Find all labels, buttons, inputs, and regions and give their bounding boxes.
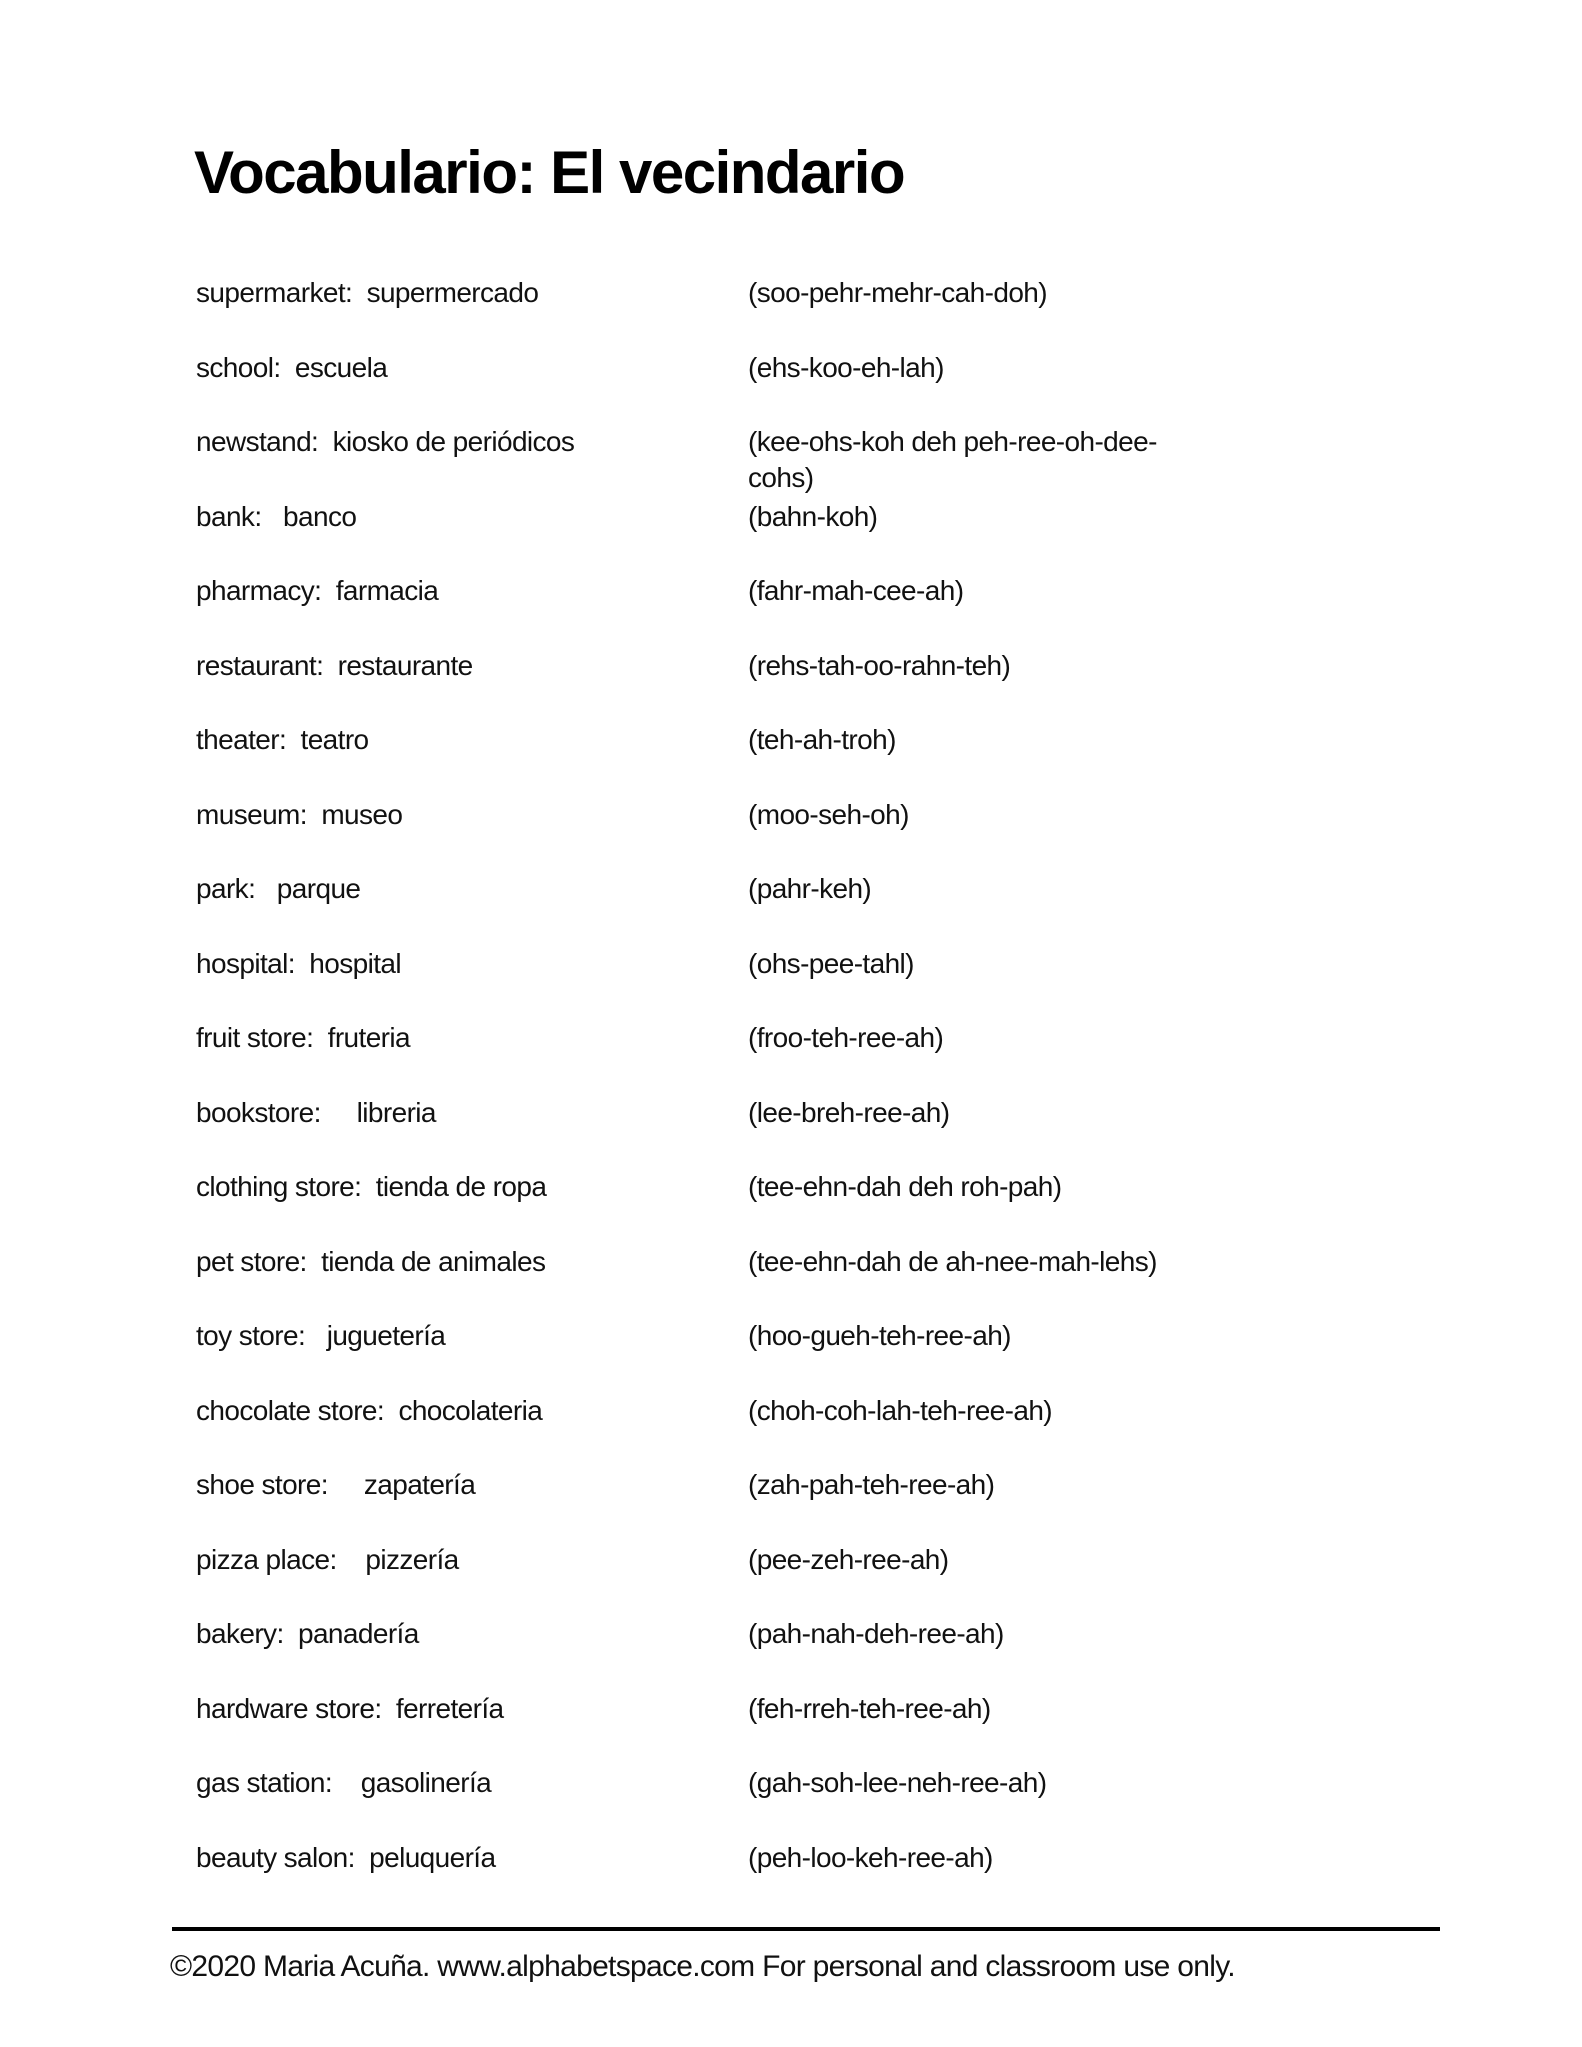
vocab-row: [0, 1020, 1582, 1056]
term-gap: [281, 352, 295, 383]
spanish-word: pizzería: [365, 1543, 459, 1575]
vocab-term: [196, 499, 356, 535]
pronunciation: (pahr-keh): [748, 873, 872, 904]
pronunciation: (rehs-tah-oo-rahn-teh): [748, 649, 1011, 681]
vocab-row: [0, 424, 1582, 493]
vocab-row: [0, 1616, 1582, 1652]
footer-divider: [172, 1927, 1440, 1931]
english-word: theater:: [196, 724, 287, 755]
spanish-word: parque: [276, 873, 361, 904]
pronunciation: (zah-pah-teh-ree-ah): [748, 1469, 995, 1500]
pronunciation: (pee-zeh-ree-ah): [748, 1543, 949, 1575]
vocab-row: [0, 499, 1582, 535]
spanish-word: juguetería: [326, 1320, 446, 1351]
spanish-word: escuela: [294, 351, 388, 383]
vocab-row: [0, 871, 1582, 907]
pronunciation: (ohs-pee-tahl): [748, 947, 914, 979]
english-word: chocolate store:: [196, 1394, 385, 1426]
spanish-word: libreria: [356, 1096, 436, 1128]
vocab-row: [0, 1318, 1582, 1354]
english-word: museum:: [196, 798, 307, 830]
term-gap: [321, 1097, 357, 1128]
vocab-term: [196, 350, 387, 386]
english-word: fruit store:: [196, 1022, 314, 1053]
vocab-row: [0, 1467, 1582, 1503]
pronunciation: (gah-soh-lee-neh-ree-ah): [748, 1767, 1047, 1798]
vocab-row: [0, 1095, 1582, 1131]
vocab-term: [196, 1765, 491, 1801]
term-gap: [328, 1469, 364, 1500]
pronunciation: (tee-ehn-dah de ah-nee-mah-lehs): [748, 1245, 1157, 1277]
vocab-term: [196, 1095, 436, 1131]
spanish-word: restaurante: [337, 649, 473, 681]
vocab-term: [196, 1691, 504, 1727]
vocab-term: [196, 573, 438, 609]
term-gap: [255, 873, 277, 904]
spanish-word: zapatería: [363, 1469, 476, 1500]
page-title: Vocabulario: El vecindario: [194, 139, 905, 206]
term-gap: [305, 1320, 327, 1351]
english-word: beauty salon:: [196, 1841, 355, 1873]
english-word: toy store:: [196, 1320, 306, 1351]
pronunciation: (teh-ah-troh): [748, 724, 896, 755]
vocab-term: [196, 1318, 445, 1354]
spanish-word: panadería: [297, 1618, 419, 1649]
english-word: hardware store:: [196, 1692, 382, 1724]
english-word: bank:: [196, 500, 262, 532]
term-gap: [313, 1022, 327, 1053]
vocab-term: [196, 648, 473, 684]
english-word: bakery:: [196, 1618, 284, 1649]
term-gap: [295, 948, 309, 979]
english-word: restaurant:: [196, 649, 324, 681]
term-gap: [384, 1395, 398, 1426]
term-gap: [318, 426, 332, 457]
term-gap: [361, 1171, 375, 1202]
spanish-word: gasolinería: [360, 1767, 492, 1798]
spanish-word: tienda de animales: [321, 1245, 546, 1277]
term-gap: [332, 1767, 361, 1798]
english-word: pharmacy:: [196, 575, 322, 606]
vocab-term: [196, 1393, 542, 1429]
vocab-row: [0, 1840, 1582, 1876]
pronunciation: (hoo-gueh-teh-ree-ah): [748, 1320, 1011, 1351]
vocab-term: [196, 1542, 459, 1578]
term-gap: [355, 1842, 369, 1873]
vocab-term: [196, 424, 574, 460]
english-word: shoe store:: [196, 1469, 328, 1500]
spanish-word: fruteria: [327, 1022, 411, 1053]
copyright-footer: ©2020 Maria Acuña. www.alphabetspace.com For personal and classroom use only.: [170, 1950, 1235, 1983]
vocab-row: [0, 1244, 1582, 1280]
term-gap: [352, 277, 366, 308]
vocab-row: [0, 1393, 1582, 1429]
spanish-word: supermercado: [366, 277, 539, 308]
term-gap: [284, 1618, 298, 1649]
spanish-word: tienda de ropa: [375, 1171, 547, 1202]
vocab-row: [0, 648, 1582, 684]
vocab-term: [196, 1244, 545, 1280]
vocab-row: [0, 275, 1582, 311]
pronunciation: (kee-ohs-koh deh peh-ree-oh-dee-cohs): [748, 426, 1157, 493]
english-word: school:: [196, 351, 281, 383]
english-word: hospital:: [196, 947, 295, 979]
vocab-term: [196, 1840, 495, 1876]
vocab-row: [0, 722, 1582, 758]
english-word: pet store:: [196, 1245, 307, 1277]
vocab-term: [196, 1467, 475, 1503]
spanish-word: chocolateria: [398, 1394, 543, 1426]
pronunciation: (moo-seh-oh): [748, 798, 909, 830]
english-word: clothing store:: [196, 1171, 362, 1202]
vocab-term: [196, 1169, 546, 1205]
english-word: park:: [196, 873, 256, 904]
vocab-term: [196, 946, 401, 982]
pronunciation: (peh-loo-keh-ree-ah): [748, 1841, 993, 1873]
spanish-word: museo: [321, 798, 403, 830]
vocab-term: [196, 722, 369, 758]
vocab-row: [0, 350, 1582, 386]
pronunciation: (soo-pehr-mehr-cah-doh): [748, 277, 1047, 308]
pronunciation: (froo-teh-ree-ah): [748, 1022, 944, 1053]
spanish-word: farmacia: [335, 575, 439, 606]
spanish-word: kiosko de periódicos: [332, 426, 575, 457]
english-word: pizza place:: [196, 1543, 337, 1575]
term-gap: [337, 1544, 366, 1575]
vocab-row: [0, 1691, 1582, 1727]
vocab-term: [196, 871, 360, 907]
pronunciation: (feh-rreh-teh-ree-ah): [748, 1692, 991, 1724]
vocab-term: [196, 275, 538, 311]
term-gap: [321, 575, 335, 606]
vocab-row: [0, 1765, 1582, 1801]
spanish-word: teatro: [300, 724, 369, 755]
vocab-row: [0, 797, 1582, 833]
pronunciation: (bahn-koh): [748, 500, 878, 532]
english-word: supermarket:: [196, 277, 353, 308]
pronunciation: (fahr-mah-cee-ah): [748, 575, 964, 606]
pronunciation: (tee-ehn-dah deh roh-pah): [748, 1171, 1062, 1202]
pronunciation: (choh-coh-lah-teh-ree-ah): [748, 1394, 1053, 1426]
english-word: gas station:: [196, 1767, 332, 1798]
term-gap: [323, 650, 337, 681]
spanish-word: ferretería: [395, 1692, 504, 1724]
vocab-term: [196, 1020, 410, 1056]
pronunciation: (ehs-koo-eh-lah): [748, 351, 944, 383]
english-word: newstand:: [196, 426, 319, 457]
vocab-row: [0, 1542, 1582, 1578]
term-gap: [262, 501, 284, 532]
vocab-row: [0, 1169, 1582, 1205]
term-gap: [307, 799, 321, 830]
vocab-term: [196, 1616, 419, 1652]
vocab-row: [0, 946, 1582, 982]
english-word: bookstore:: [196, 1096, 321, 1128]
pronunciation: (lee-breh-ree-ah): [748, 1096, 950, 1128]
spanish-word: hospital: [309, 947, 401, 979]
spanish-word: banco: [283, 500, 357, 532]
spanish-word: peluquería: [369, 1841, 496, 1873]
pronunciation: (pah-nah-deh-ree-ah): [748, 1618, 1004, 1649]
vocab-row: [0, 573, 1582, 609]
term-gap: [286, 724, 300, 755]
term-gap: [382, 1693, 396, 1724]
term-gap: [307, 1246, 321, 1277]
vocab-term: [196, 797, 402, 833]
